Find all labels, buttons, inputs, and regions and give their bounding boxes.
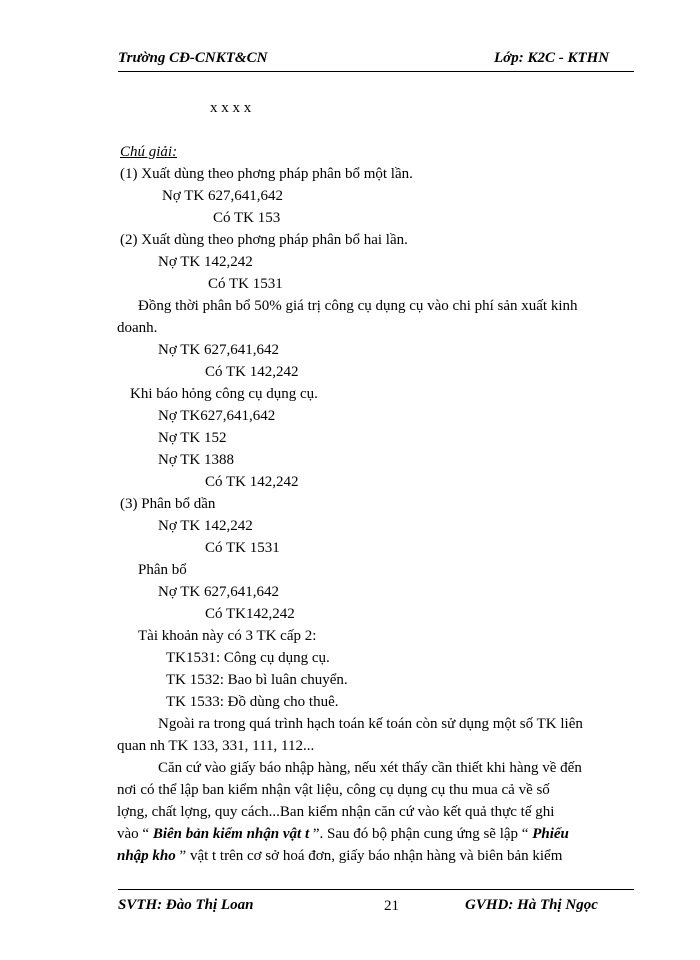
footer-advisor: GVHD: Hà Thị Ngọc: [465, 897, 598, 913]
text-line: Nợ TK 1388: [158, 452, 234, 468]
text-line: Có TK 1531: [208, 276, 283, 292]
text-line: (2) Xuất dùng theo phơng pháp phân bổ hai lần.: [120, 232, 408, 248]
footer-rule: [118, 889, 634, 890]
header-rule: [118, 71, 634, 72]
text-line: Nợ TK 627,641,642: [158, 584, 279, 600]
text-line: Có TK 1531: [205, 540, 280, 556]
footer-student: SVTH: Đào Thị Loan: [118, 897, 254, 913]
page-number: 21: [384, 898, 399, 914]
text-line: Nợ TK 152: [158, 430, 227, 446]
header-class: Lớp: K2C - KTHN: [494, 50, 610, 66]
text-line: Nợ TK 627,641,642: [158, 342, 279, 358]
text-line: Có TK142,242: [205, 606, 295, 622]
text-line: Có TK 142,242: [205, 364, 299, 380]
text-line: Nợ TK 142,242: [158, 518, 253, 534]
text-line: nơi có thể lập ban kiểm nhận vật liệu, công cụ dụng cụ thu mua cả về số: [117, 782, 550, 798]
text-line: Căn cứ vào giấy báo nhập hàng, nếu xét thấy cần thiết khi hàng về đến: [158, 760, 582, 776]
text-line: Khi báo hỏng công cụ dụng cụ.: [130, 386, 318, 402]
text-line: TK 1532: Bao bì luân chuyển.: [166, 672, 348, 688]
header-school: Trường CĐ-CNKT&CN: [118, 50, 268, 66]
text-segment: vào “: [117, 826, 153, 842]
text-line: Phân bổ: [138, 562, 187, 578]
text-line: Ngoài ra trong quá trình hạch toán kế toán còn sử dụng một số TK liên: [158, 716, 583, 732]
text-line: Có TK 142,242: [205, 474, 299, 490]
text-line: quan nh TK 133, 331, 111, 112...: [117, 738, 315, 754]
text-line: [117, 825, 569, 843]
text-segment: ”. Sau đó bộ phận cung ứng sẽ lập “: [309, 826, 533, 842]
text-line: Tài khoản này có 3 TK cấp 2:: [138, 628, 317, 644]
text-line: Nợ TK 142,242: [158, 254, 253, 270]
text-line: TK 1533: Đồ dùng cho thuê.: [166, 694, 339, 710]
text-line: TK1531: Công cụ dụng cụ.: [166, 650, 330, 666]
text-segment: ” vật t trên cơ sở hoá đơn, giấy báo nhận hàng và biên bản kiểm: [175, 848, 563, 864]
text-line: x x x x: [210, 100, 252, 116]
text-line: (1) Xuất dùng theo phơng pháp phân bổ một lần.: [120, 166, 413, 182]
emphasis-text: Biên bản kiểm nhận vật t: [152, 826, 310, 842]
text-line: Nợ TK627,641,642: [158, 408, 276, 424]
text-line: Nợ TK 627,641,642: [162, 188, 283, 204]
text-line: lợng, chất lợng, quy cách...Ban kiểm nhận căn cứ vào kết quả thực tế ghi: [117, 804, 555, 820]
text-line: [117, 847, 562, 865]
emphasis-text: Phiếu: [532, 826, 569, 842]
text-line: (3) Phân bổ dần: [120, 496, 216, 512]
text-line: Có TK 153: [213, 210, 281, 226]
emphasis-text: nhập kho: [117, 848, 176, 864]
text-line: Đồng thời phân bổ 50% giá trị công cụ dụng cụ vào chi phí sản xuất kinh: [138, 298, 578, 314]
text-line: doanh.: [117, 320, 158, 336]
section-heading: Chú giải:: [120, 144, 178, 160]
